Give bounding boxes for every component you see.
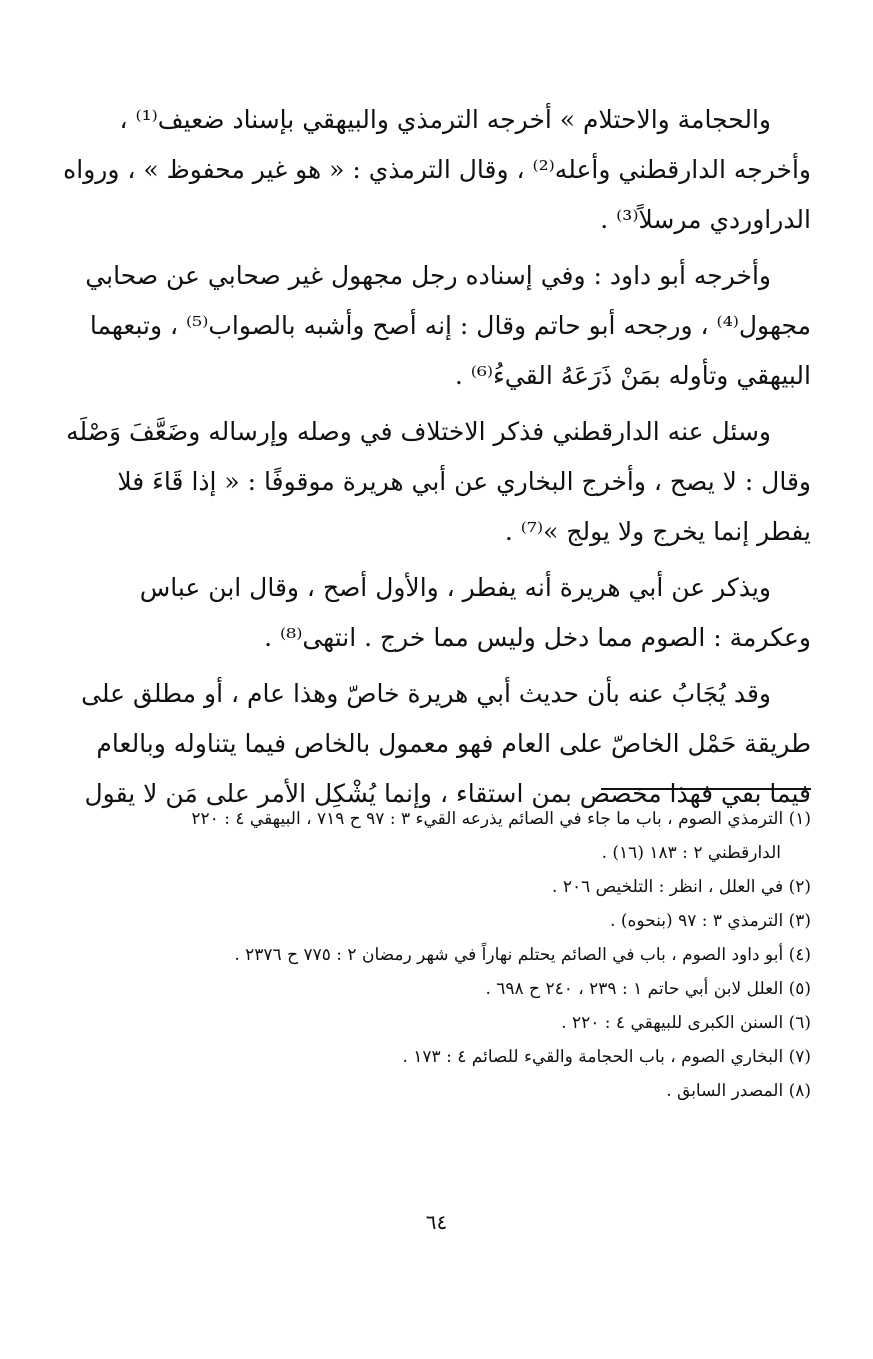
footnote-continuation: الدارقطني ٢ : ١٨٣ (١٦) .: [601, 843, 781, 863]
text-line: ويذكر عن أبي هريرة أنه يفطر ، والأول أصح ، وقال ابن عباس: [139, 573, 771, 602]
text-line: وقال : لا يصح ، وأخرج البخاري عن أبي هريرة موقوفًا : « إذا قَاءَ فلا: [117, 467, 811, 496]
text-line: فيما بقي فهذا مخصص بمن استقاء ، وإنما يُشْكِل الأمر على مَن لا يقول: [84, 779, 811, 808]
footnote-1: [62, 808, 811, 864]
footnote-text: (٢) في العلل ، انظر : التلخيص ٢٠٦ .: [552, 877, 811, 897]
text-line: وأخرجه أبو داود : وفي إسناده رجل مجهول غير صحابي عن صحابي: [85, 261, 771, 290]
footnote-4: [62, 944, 811, 966]
footnote-text: (٤) أبو داود الصوم ، باب في الصائم يحتلم نهاراً في شهر رمضان ٢ : ٧٧٥ ح ٢٣٧٦ .: [234, 945, 811, 965]
footnote-text: (٨) المصدر السابق .: [666, 1081, 811, 1101]
paragraph-4: [62, 563, 811, 663]
text-line: وسئل عنه الدارقطني فذكر الاختلاف في وصله وإرساله وضَعَّفَ وَصْلَه: [66, 417, 771, 446]
text-line: طريقة حَمْل الخاصّ على العام فهو معمول بالخاص فيما يتناوله وبالعام: [96, 729, 811, 758]
main-text: [62, 95, 811, 825]
footnotes: [62, 808, 811, 1114]
footnote-text: (٧) البخاري الصوم ، باب الحجامة والقيء للصائم ٤ : ١٧٣ .: [402, 1047, 811, 1067]
text-line: والحجامة والاحتلام » أخرجه الترمذي والبيهقي بإسناد ضعيف⁽¹⁾ ،: [119, 105, 771, 134]
paragraph-3: [62, 407, 811, 557]
footnote-3: [62, 910, 811, 932]
text-line: وقد يُجَابُ عنه بأن حديث أبي هريرة خاصّ وهذا عام ، أو مطلق على: [81, 679, 771, 708]
footnote-text: (٣) الترمذي ٣ : ٩٧ (بنحوه) .: [610, 911, 811, 931]
text-line: الدراوردي مرسلاً⁽³⁾ .: [600, 205, 811, 234]
footnote-6: [62, 1012, 811, 1034]
text-line: يفطر إنما يخرج ولا يولج »⁽⁷⁾ .: [504, 517, 811, 546]
text-line: البيهقي وتأوله بمَنْ ذَرَعَهُ القيءُ⁽⁶⁾ .: [454, 361, 811, 390]
paragraph-2: [62, 251, 811, 401]
page-number: ٦٤: [425, 1210, 448, 1234]
paragraph-1: [62, 95, 811, 245]
footnote-text: (١) الترمذي الصوم ، باب ما جاء في الصائم يذرعه القيء ٣ : ٩٧ ح ٧١٩ ، البيهقي ٤ : ٢٢٠: [191, 809, 811, 829]
footnote-7: [62, 1046, 811, 1068]
text-line: وأخرجه الدارقطني وأعله⁽²⁾ ، وقال الترمذي : « هو غير محفوظ » ، ورواه: [63, 155, 811, 184]
footnote-text: (٦) السنن الكبرى للبيهقي ٤ : ٢٢٠ .: [561, 1013, 811, 1033]
text-line: وعكرمة : الصوم مما دخل وليس مما خرج . انتهى⁽⁸⁾ .: [264, 623, 811, 652]
footnote-5: [62, 978, 811, 1000]
footnote-divider: [601, 788, 811, 790]
footnote-text: (٥) العلل لابن أبي حاتم ١ : ٢٣٩ ، ٢٤٠ ح ٦٩٨ .: [485, 979, 811, 999]
paragraph-5: [62, 669, 811, 819]
text-line: مجهول⁽⁴⁾ ، ورجحه أبو حاتم وقال : إنه أصح وأشبه بالصواب⁽⁵⁾ ، وتبعهما: [89, 311, 811, 340]
footnote-8: [62, 1080, 811, 1102]
footnote-2: [62, 876, 811, 898]
